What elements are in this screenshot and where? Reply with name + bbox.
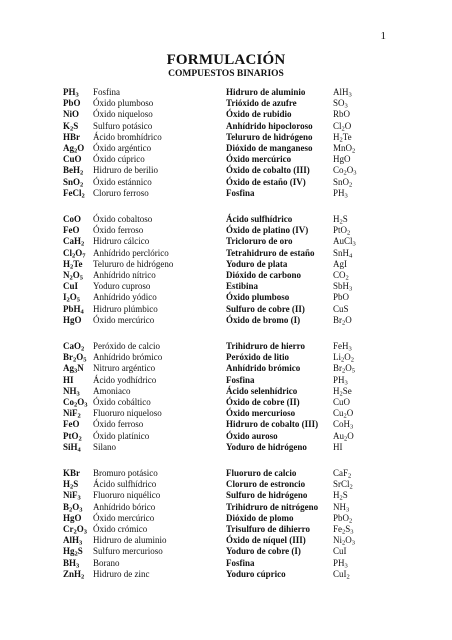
formula-left: $Cl_2O_7$ bbox=[63, 247, 86, 260]
name-right: Peróxido de litio bbox=[226, 352, 289, 363]
formula-left: $Cr_2O_3$ bbox=[63, 523, 88, 536]
formula-left: $Br_2O_5$ bbox=[63, 352, 87, 364]
name-left: Hidruro de berilio bbox=[93, 165, 158, 176]
table-row bbox=[0, 109, 452, 120]
name-left: Óxido platínico bbox=[93, 430, 150, 441]
name-right: Fosfina bbox=[226, 374, 255, 385]
formula-right: $NH_3$ bbox=[333, 501, 350, 514]
name-right: Óxido de estaño (IV) bbox=[226, 176, 306, 187]
name-right: Hidruro de cobalto (III) bbox=[226, 419, 319, 430]
table-row bbox=[0, 341, 452, 352]
table-row bbox=[0, 214, 452, 225]
name-left: Nitruro argéntico bbox=[93, 363, 156, 374]
formula-left: HBr bbox=[63, 131, 80, 142]
name-left: Cloruro ferroso bbox=[93, 187, 149, 198]
name-right: Óxido auroso bbox=[226, 430, 278, 441]
name-right: Yoduro de hidrógeno bbox=[226, 441, 307, 452]
name-right: Tetrahidruro de estaño bbox=[226, 247, 315, 258]
formula-right: PbO bbox=[333, 292, 350, 303]
formula-right: PtO$_2$ bbox=[333, 225, 351, 237]
name-right: Tricloruro de oro bbox=[226, 236, 293, 247]
compound-block-4 bbox=[0, 468, 452, 580]
table-row bbox=[0, 535, 452, 546]
name-left: Óxido ferroso bbox=[93, 225, 144, 236]
formula-right: $PH_3$ bbox=[333, 557, 348, 569]
formula-left: PbH$_4$ bbox=[63, 303, 84, 315]
name-left: Anhídrido yódico bbox=[93, 292, 157, 303]
name-left: Yoduro cuproso bbox=[93, 281, 151, 292]
name-left: Óxido plumboso bbox=[93, 98, 154, 109]
table-row bbox=[0, 569, 452, 580]
formula-left: $N_2O_5$ bbox=[63, 269, 84, 282]
table-row bbox=[0, 225, 452, 236]
formula-right: $Li_2O_2$ bbox=[333, 352, 354, 364]
table-row bbox=[0, 270, 452, 281]
formula-right: CaF$_2$ bbox=[333, 468, 352, 480]
name-right: Hidruro de aluminio bbox=[226, 87, 306, 97]
name-left: Fosfina bbox=[93, 87, 120, 97]
name-left: Borano bbox=[93, 557, 120, 568]
formula-left: CaO$_2$ bbox=[63, 341, 85, 353]
name-right: Ácido selenhídrico bbox=[226, 385, 298, 396]
formula-left: PtO$_2$ bbox=[63, 430, 82, 442]
formula-right: $Cu_2O$ bbox=[333, 408, 354, 420]
table-row bbox=[0, 98, 452, 109]
table-row bbox=[0, 363, 452, 374]
table-row bbox=[0, 236, 452, 247]
table-row bbox=[0, 165, 452, 176]
formula-left: KBr bbox=[63, 468, 80, 478]
name-left: Fluoruro niquélico bbox=[93, 490, 161, 501]
name-left: Óxido cobáltico bbox=[93, 396, 151, 407]
name-right: Yoduro de cobre (I) bbox=[226, 546, 301, 557]
name-left: Fluoruro niqueloso bbox=[93, 408, 162, 419]
table-row bbox=[0, 292, 452, 303]
formula-left: $H_2S$ bbox=[63, 479, 79, 491]
page-number: 1 bbox=[380, 30, 386, 42]
table-row bbox=[0, 375, 452, 386]
name-left: Ácido sulfhídrico bbox=[93, 479, 157, 490]
formula-left: SiH$_4$ bbox=[63, 441, 81, 454]
formula-right: $Br_2O_5$ bbox=[333, 363, 355, 375]
formula-right: $Br_2O$ bbox=[333, 314, 352, 327]
formula-left: $H_2Te$ bbox=[63, 258, 83, 271]
name-right: Cloruro de estroncio bbox=[226, 479, 306, 490]
name-right: Yoduro cúprico bbox=[226, 568, 286, 579]
name-left: Bromuro potásico bbox=[93, 468, 158, 478]
name-left: Anhídrido perclórico bbox=[93, 247, 169, 258]
table-row bbox=[0, 468, 452, 479]
formula-right: $Au_2O$ bbox=[333, 430, 354, 442]
name-left: Anhídrido brómico bbox=[93, 352, 163, 363]
name-right: Trióxido de azufre bbox=[226, 98, 297, 109]
formula-right: SnO$_2$ bbox=[333, 176, 353, 188]
name-right: Dióxido de manganeso bbox=[226, 142, 313, 153]
formula-right: CoH$_3$ bbox=[333, 419, 354, 431]
formula-right: $PH_3$ bbox=[333, 187, 348, 200]
formula-left: $K_2S$ bbox=[63, 120, 79, 133]
formula-right: SbH$_3$ bbox=[333, 281, 353, 293]
name-right: Anhídrido hipocloroso bbox=[226, 120, 313, 131]
formula-right: RbO bbox=[333, 109, 351, 120]
formula-right: AgI bbox=[333, 258, 347, 269]
formula-left: NiF$_2$ bbox=[63, 408, 81, 420]
formula-left: FeO bbox=[63, 419, 80, 430]
formula-right: $Fe_2S_3$ bbox=[333, 523, 354, 536]
name-right: Óxido de bromo (I) bbox=[226, 314, 301, 325]
compound-block-1 bbox=[0, 87, 452, 199]
formula-right: $Ni_2O_3$ bbox=[333, 535, 355, 547]
formula-left: CuI bbox=[63, 281, 79, 292]
name-right: Telururo de hidrógeno bbox=[226, 131, 313, 142]
name-right: Óxido de níquel (III) bbox=[226, 535, 306, 546]
formula-right: $H_2S$ bbox=[333, 490, 348, 502]
name-left: Óxido estánnico bbox=[93, 176, 152, 187]
table-row bbox=[0, 121, 452, 132]
formula-left: $Co_2O_3$ bbox=[63, 396, 88, 409]
name-left: Óxido crómico bbox=[93, 523, 148, 534]
name-left: Telururo de hidrógeno bbox=[93, 258, 174, 269]
name-left: Anhídrido nítrico bbox=[93, 269, 156, 280]
formula-right: FeH$_3$ bbox=[333, 341, 352, 353]
name-left: Sulfuro mercurioso bbox=[93, 546, 163, 557]
table-row bbox=[0, 132, 452, 143]
formula-right: SnH$_4$ bbox=[333, 247, 353, 260]
formula-left: ZnH$_2$ bbox=[63, 568, 85, 581]
formula-left: NiO bbox=[63, 109, 80, 120]
name-left: Sulfuro potásico bbox=[93, 120, 153, 131]
formula-right: $H_2Se$ bbox=[333, 385, 352, 398]
formula-left: $BH_3$ bbox=[63, 557, 80, 569]
name-left: Silano bbox=[93, 441, 117, 452]
table-row bbox=[0, 442, 452, 453]
name-left: Óxido argéntico bbox=[93, 142, 152, 153]
table-row bbox=[0, 281, 452, 292]
formula-left: $I_2O_5$ bbox=[63, 292, 81, 304]
formula-right: $CO_2$ bbox=[333, 269, 349, 282]
table-row bbox=[0, 143, 452, 154]
formula-right: HI bbox=[333, 441, 343, 452]
table-row bbox=[0, 558, 452, 569]
formula-left: CuO bbox=[63, 154, 82, 165]
table-row bbox=[0, 479, 452, 490]
table-row bbox=[0, 259, 452, 270]
name-left: Amoniaco bbox=[93, 385, 131, 396]
name-left: Hidruro de zinc bbox=[93, 568, 150, 579]
formula-right: $H_2Te$ bbox=[333, 131, 352, 144]
name-left: Hidruro cálcico bbox=[93, 236, 150, 247]
name-right: Trisulfuro de dihierro bbox=[226, 523, 311, 534]
name-left: Hidruro de aluminio bbox=[93, 535, 167, 546]
table-row bbox=[0, 188, 452, 199]
formula-left: SnO$_2$ bbox=[63, 176, 84, 188]
formula-right: HgO bbox=[333, 154, 351, 165]
name-right: Fosfina bbox=[226, 557, 255, 568]
name-right: Dióxido de plomo bbox=[226, 512, 294, 523]
table-row bbox=[0, 154, 452, 165]
name-left: Óxido cobaltoso bbox=[93, 214, 153, 224]
name-right: Óxido de rubidio bbox=[226, 109, 292, 120]
name-right: Ácido sulfhídrico bbox=[226, 214, 293, 224]
name-right: Óxido de platino (IV) bbox=[226, 225, 309, 236]
formula-left: CoO bbox=[63, 214, 81, 224]
formula-left: HI bbox=[63, 374, 74, 385]
formula-left: $Hg_2S$ bbox=[63, 546, 83, 558]
formula-left: AlH$_3$ bbox=[63, 535, 83, 547]
name-left: Óxido niqueloso bbox=[93, 109, 153, 120]
formula-right: SrCl$_2$ bbox=[333, 479, 353, 491]
table-row bbox=[0, 352, 452, 363]
table-row bbox=[0, 513, 452, 524]
name-right: Estibina bbox=[226, 281, 259, 292]
name-right: Óxido mercurioso bbox=[226, 408, 296, 419]
name-left: Óxido mercúrico bbox=[93, 512, 155, 523]
formula-left: $B_2O_3$ bbox=[63, 501, 83, 514]
name-right: Fosfina bbox=[226, 187, 255, 198]
formula-left: BeH$_2$ bbox=[63, 165, 84, 177]
formula-left: NiF$_3$ bbox=[63, 490, 81, 502]
formula-right: CuI bbox=[333, 546, 347, 557]
formula-left: PbO bbox=[63, 98, 81, 109]
formula-left: $PH_3$ bbox=[63, 87, 79, 99]
name-left: Óxido mercúrico bbox=[93, 314, 155, 325]
name-left: Óxido cúprico bbox=[93, 154, 145, 165]
name-right: Óxido mercúrico bbox=[226, 154, 292, 165]
name-right: Anhídrido brómico bbox=[226, 363, 301, 374]
table-row bbox=[0, 502, 452, 513]
name-right: Óxido plumboso bbox=[226, 292, 290, 303]
compound-block-2 bbox=[0, 214, 452, 326]
name-left: Anhídrido bórico bbox=[93, 501, 156, 512]
table-row bbox=[0, 408, 452, 419]
name-left: Ácido bromhídrico bbox=[93, 131, 162, 142]
name-right: Óxido de cobre (II) bbox=[226, 396, 300, 407]
name-right: Yoduro de plata bbox=[226, 258, 288, 269]
table-row bbox=[0, 524, 452, 535]
name-right: Trihidruro de nitrógeno bbox=[226, 501, 319, 512]
page-title: FORMULACIÓN bbox=[166, 52, 286, 68]
formula-left: HgO bbox=[63, 314, 82, 325]
name-right: Sulfuro de cobre (II) bbox=[226, 303, 305, 314]
formula-right: $SO_3$ bbox=[333, 98, 348, 110]
formula-left: $Ag_2O$ bbox=[63, 142, 85, 155]
table-row bbox=[0, 419, 452, 430]
table-row bbox=[0, 546, 452, 557]
table-row bbox=[0, 431, 452, 442]
name-right: Trihidruro de hierro bbox=[226, 341, 306, 351]
table-row bbox=[0, 248, 452, 259]
formula-right: MnO$_2$ bbox=[333, 142, 356, 155]
table-row bbox=[0, 315, 452, 326]
name-left: Hidruro plúmbico bbox=[93, 303, 158, 314]
name-right: Óxido de cobalto (III) bbox=[226, 165, 310, 176]
compound-block-3 bbox=[0, 341, 452, 453]
formula-right: CuI$_2$ bbox=[333, 568, 350, 581]
formula-right: $Cl_2O$ bbox=[333, 120, 352, 133]
formula-left: HgO bbox=[63, 512, 82, 523]
name-right: Fluoruro de calcio bbox=[226, 468, 297, 478]
formula-right: AlH$_3$ bbox=[333, 87, 352, 99]
formula-left: $NH_3$ bbox=[63, 385, 80, 398]
table-row bbox=[0, 490, 452, 501]
name-left: Ácido yodhídrico bbox=[93, 374, 157, 385]
formula-left: FeCl$_2$ bbox=[63, 187, 85, 200]
formula-right: $H_2S$ bbox=[333, 214, 348, 226]
name-right: Sulfuro de hidrógeno bbox=[226, 490, 308, 501]
page-subtitle: COMPUESTOS BINARIOS bbox=[168, 69, 284, 79]
formula-right: AuCl$_3$ bbox=[333, 236, 356, 248]
name-left: Óxido ferroso bbox=[93, 419, 144, 430]
table-row bbox=[0, 397, 452, 408]
formula-right: $Co_2O_3$ bbox=[333, 165, 357, 177]
formula-right: CuS bbox=[333, 303, 349, 314]
formula-left: FeO bbox=[63, 225, 80, 236]
table-row bbox=[0, 87, 452, 98]
formula-left: CaH$_2$ bbox=[63, 236, 85, 248]
table-row bbox=[0, 304, 452, 315]
formula-right: PbO$_2$ bbox=[333, 512, 353, 525]
table-row bbox=[0, 386, 452, 397]
name-right: Dióxido de carbono bbox=[226, 269, 302, 280]
formula-left: $Ag_3N$ bbox=[63, 363, 84, 375]
name-left: Peróxido de calcio bbox=[93, 341, 160, 351]
formula-right: $PH_3$ bbox=[333, 374, 348, 387]
table-row bbox=[0, 177, 452, 188]
formula-right: CuO bbox=[333, 396, 351, 407]
